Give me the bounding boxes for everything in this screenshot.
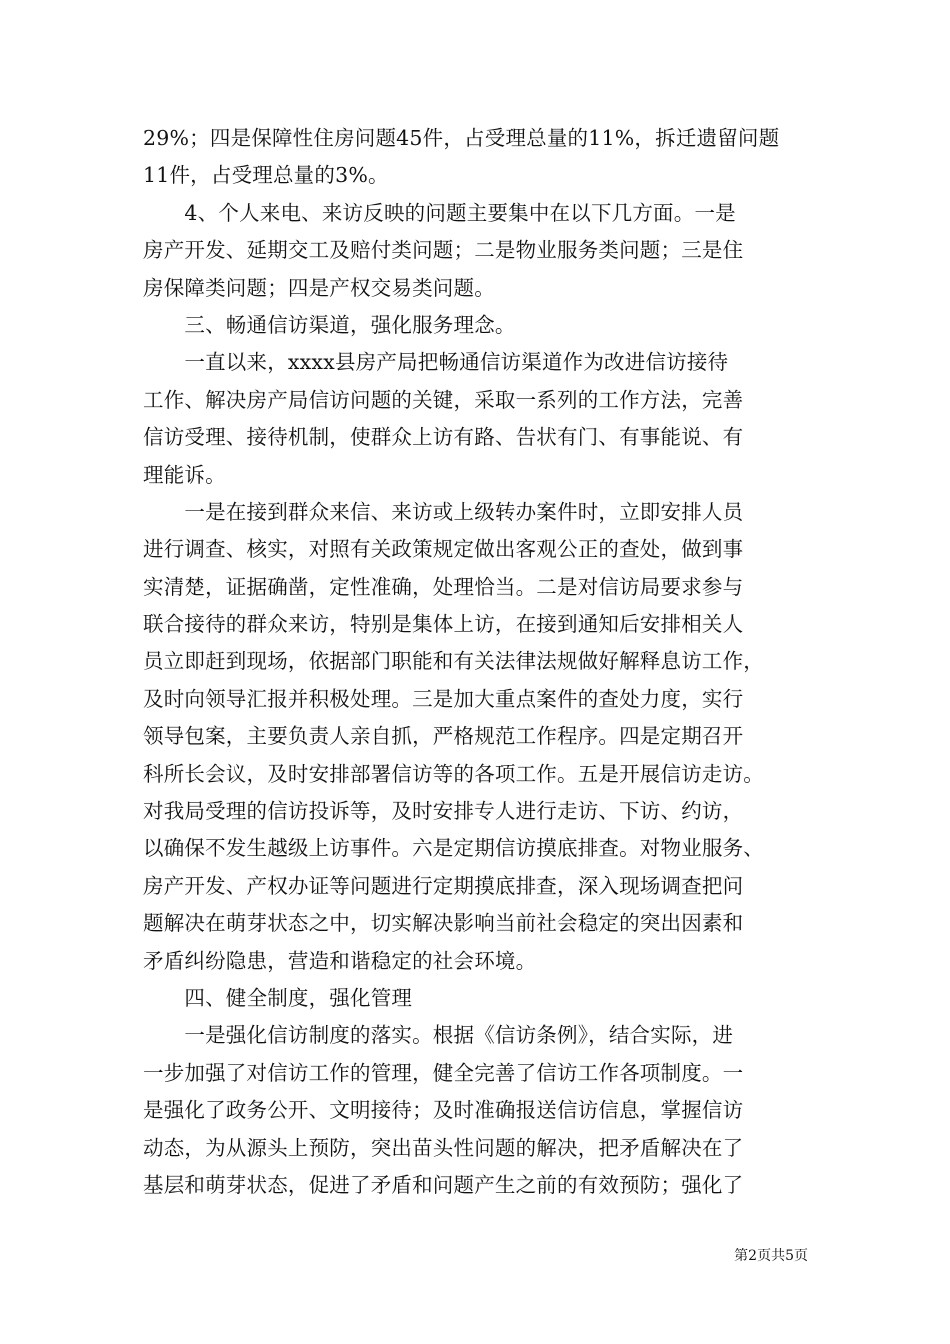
text-line: 及时向领导汇报并积极处理。三是加大重点案件的查处力度，实行 [143,686,744,711]
document-body [143,120,825,1204]
text-line: 实清楚，证据确凿，定性准确，处理恰当。二是对信访局要求参与 [143,574,744,599]
text-line: 动态，为从源头上预防，突出苗头性问题的解决，把矛盾解决在了 [143,1135,744,1160]
text-line: 一是在接到群众来信、来访或上级转办案件时，立即安排人员 [143,499,744,524]
page-number-footer: 第2页共5页 [734,1248,808,1264]
text-line: 房保障类问题；四是产权交易类问题。 [143,275,495,300]
text-line: 29%；四是保障性住房问题45件，占受理总量的11%，拆迁遗留问题 [143,126,780,150]
text-line: 基层和萌芽状态，促进了矛盾和问题产生之前的有效预防；强化了 [143,1172,744,1197]
text-line: 对我局受理的信访投诉等，及时安排专人进行走访、下访、约访， [143,799,744,824]
text-line: 是强化了政务公开、文明接待；及时准确报送信访信息，掌握信访 [143,1098,744,1123]
text-line: 房产开发、延期交工及赔付类问题；二是物业服务类问题；三是住 [143,238,744,263]
section-heading: 四、健全制度，强化管理 [143,985,413,1010]
text-line: 题解决在萌芽状态之中，切实解决影响当前社会稳定的突出因素和 [143,911,744,936]
text-line: 11件，占受理总量的3%。 [143,163,389,188]
section-heading: 三、畅通信访渠道，强化服务理念。 [143,312,516,337]
text-line: 一是强化信访制度的落实。根据《信访条例》，结合实际，进 [143,1023,734,1048]
text-line: 科所长会议，及时安排部署信访等的各项工作。五是开展信访走访。 [143,761,764,786]
text-line: 一直以来，xxxx县房产局把畅通信访渠道作为改进信访接待 [143,350,729,375]
text-line: 进行调查、核实，对照有关政策规定做出客观公正的查处，做到事 [143,537,744,562]
text-line: 工作、解决房产局信访问题的关键，采取一系列的工作方法，完善 [143,387,744,412]
text-line: 联合接待的群众来访，特别是集体上访，在接到通知后安排相关人 [143,612,744,637]
text-line: 员立即赶到现场，依据部门职能和有关法律法规做好解释息访工作， [143,649,764,674]
text-line: 领导包案，主要负责人亲自抓，严格规范工作程序。四是定期召开 [143,724,744,749]
text-line: 4、个人来电、来访反映的问题主要集中在以下几方面。一是 [143,200,736,225]
text-line: 矛盾纠纷隐患，营造和谐稳定的社会环境。 [143,948,537,973]
text-line: 一步加强了对信访工作的管理，健全完善了信访工作各项制度。一 [143,1060,744,1085]
text-line: 信访受理、接待机制，使群众上访有路、告状有门、有事能说、有 [143,425,744,450]
text-line: 理能诉。 [143,462,226,487]
text-line: 房产开发、产权办证等问题进行定期摸底排查，深入现场调查把问 [143,873,744,898]
text-line: 以确保不发生越级上访事件。六是定期信访摸底排查。对物业服务、 [143,836,764,861]
